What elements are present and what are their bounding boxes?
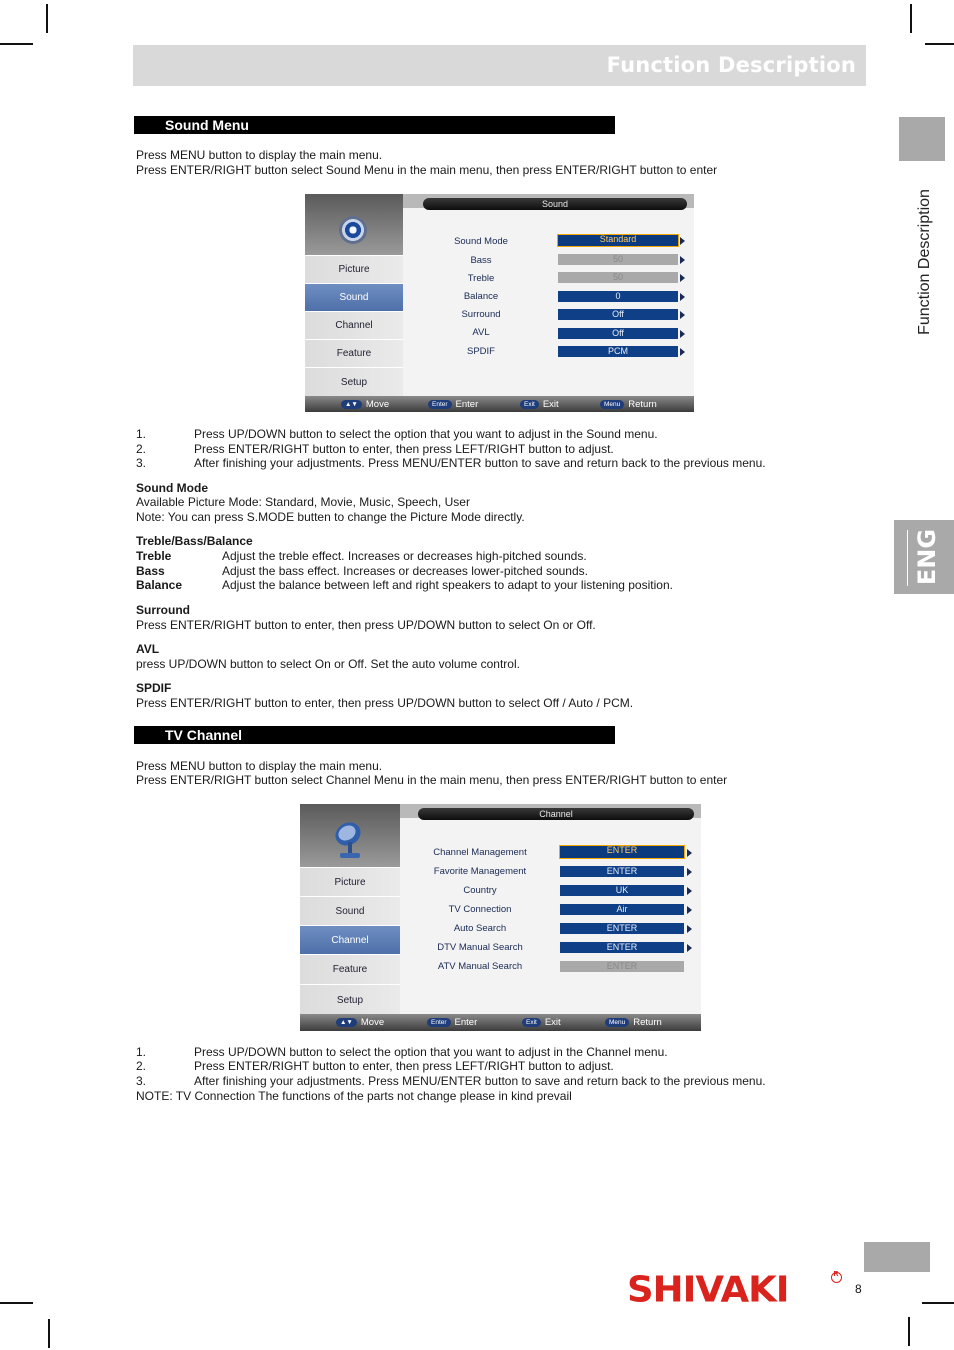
intro-line: Press MENU button to display the main menu. [136,148,383,162]
badge-divider [907,530,908,586]
intro-line: Press ENTER/RIGHT button select Channel Menu in the main menu, then press ENTER/RIGHT button to enter [136,773,728,787]
chevron-right-icon [687,887,692,895]
crop-mark [910,4,912,33]
chevron-right-icon [680,237,685,245]
step-text: Press UP/DOWN button to select the option that you want to adjust in the Channel menu. [194,1045,668,1059]
header-bar [133,45,866,86]
chevron-right-icon [680,256,685,264]
speaker-icon [339,216,367,244]
satellite-dish-icon [332,818,368,860]
osd-row-label: AVL [472,327,490,338]
osd-row-label: Country [463,885,497,896]
crop-mark [48,1319,50,1348]
osd-nav-item[interactable]: Sound [300,896,400,925]
body-line: Press ENTER/RIGHT button to enter, then press UP/DOWN button to select Off / Auto / PCM. [136,696,634,710]
osd-icon-panel [300,804,400,867]
osd-row-value[interactable]: ENTER [560,961,684,972]
side-section-text: Function Description [916,189,933,335]
chevron-right-icon [680,330,685,338]
step-number: 2. [136,1059,147,1073]
crop-mark [908,1317,910,1346]
osd-footer-move [336,1017,384,1027]
step-text: After finishing your adjustments. Press MENU/ENTER button to save and return back to the previous menu. [194,1074,766,1088]
osd-row-value[interactable]: Air [560,904,684,915]
osd-row-label: Auto Search [453,923,507,934]
osd-row-label: ATV Manual Search [437,961,523,972]
step-number: 3. [136,1074,147,1088]
osd-row-label: Favorite Management [433,866,527,877]
intro-line: Press MENU button to display the main menu. [136,759,383,773]
body-line: press UP/DOWN button to select On or Off. Set the auto volume control. [136,657,520,671]
definition-text: Adjust the treble effect. Increases or decreases high-pitched sounds. [222,549,587,563]
osd-footer-enter [427,1017,477,1027]
osd-row-label: SPDIF [467,346,495,357]
side-tab-marker [899,117,945,161]
chevron-right-icon [680,348,685,356]
osd-icon-panel [305,194,403,255]
osd-row-value[interactable]: ENTER [560,923,684,934]
chevron-right-icon [687,925,692,933]
chevron-right-icon [687,906,692,914]
definition-text: Adjust the bass effect. Increases or decreases lower-pitched sounds. [222,564,588,578]
definition-term: Bass [136,564,165,578]
section-heading-text: TV Channel [165,727,243,743]
crop-mark [0,1302,33,1304]
osd-nav-panel [305,194,403,396]
language-badge [894,520,954,594]
osd-nav-item[interactable]: Feature [305,339,403,367]
language-text: ENG [913,528,941,586]
exit-key-icon: Exit [522,1018,541,1027]
osd-row-label: DTV Manual Search [437,942,523,953]
chevron-right-icon [687,868,692,876]
body-line: Available Picture Mode: Standard, Movie, Music, Speech, User [136,495,470,509]
osd-title: Sound [423,198,687,210]
menu-key-icon: Menu [600,400,624,409]
osd-footer-label: Move [365,398,390,410]
chevron-right-icon [680,274,685,282]
crop-mark [922,1302,954,1304]
osd-row-value[interactable]: 50 [558,272,678,283]
sound-menu-screenshot [305,194,694,412]
osd-title: Channel [418,808,694,820]
channel-menu-screenshot [300,804,701,1031]
updown-key-icon: ▲▼ [336,1018,357,1027]
osd-footer-label: Return [633,1016,662,1028]
crop-mark [925,43,954,45]
osd-nav-item[interactable]: Channel [305,311,403,339]
osd-footer-exit [520,399,559,409]
subheading-sound-mode: Sound Mode [136,481,208,495]
osd-row-value[interactable]: ENTER [559,845,685,859]
osd-row-label: Sound Mode [454,236,508,247]
osd-nav-item-selected[interactable]: Sound [305,283,403,311]
osd-row-value[interactable]: Standard [557,234,679,247]
osd-footer-exit [522,1017,561,1027]
osd-row-label: Surround [461,309,501,320]
section-heading-sound [134,116,615,134]
step-number: 1. [136,427,147,441]
osd-nav-item[interactable]: Setup [300,984,400,1015]
registered-icon [831,1272,842,1283]
step-number: 1. [136,1045,147,1059]
brand-logo: SHIVAKI [627,1269,789,1310]
step-text: Press ENTER/RIGHT button to enter, then press LEFT/RIGHT button to adjust. [194,1059,614,1073]
osd-footer-label: Move [360,1016,385,1028]
registered-mark: R [833,1271,839,1278]
enter-key-icon: Enter [428,400,452,409]
osd-nav-item-selected[interactable]: Channel [300,925,400,954]
osd-row-value[interactable]: Off [558,328,678,339]
subheading-surround: Surround [136,603,190,617]
osd-row-label: Channel Management [433,847,527,858]
osd-footer-label: Enter [455,398,479,410]
chevron-right-icon [687,944,692,952]
intro-line: Press ENTER/RIGHT button select Sound Menu in the main menu, then press ENTER/RIGHT button to enter [136,163,718,177]
page-number: 8 [855,1282,862,1296]
subheading-avl: AVL [136,642,160,656]
osd-row-value[interactable]: 50 [558,254,678,265]
osd-row-value[interactable]: UK [560,885,684,896]
page-title: Function Description [606,53,856,77]
definition-term: Treble [136,549,172,563]
note-line: NOTE: TV Connection The functions of the parts not change please in kind prevail [136,1089,572,1103]
osd-row-value[interactable]: ENTER [560,866,684,877]
crop-mark [0,43,33,45]
body-line: Note: You can press S.MODE butten to change the Picture Mode directly. [136,510,525,524]
enter-key-icon: Enter [427,1018,451,1027]
subheading-spdif: SPDIF [136,681,172,695]
crop-mark [46,4,48,33]
osd-nav-item[interactable]: Feature [300,954,400,984]
osd-nav-item[interactable]: Picture [305,255,403,283]
osd-footer-move [341,399,389,409]
osd-row-value[interactable]: Off [558,309,678,320]
osd-footer-enter [428,399,478,409]
osd-nav-panel [300,804,400,1015]
step-text: Press ENTER/RIGHT button to enter, then press LEFT/RIGHT button to adjust. [194,442,614,456]
osd-row-value[interactable]: 0 [558,291,678,302]
chevron-right-icon [687,849,692,857]
osd-footer-label: Enter [454,1016,478,1028]
osd-row-label: TV Connection [448,904,512,915]
step-number: 3. [136,456,147,470]
updown-key-icon: ▲▼ [341,400,362,409]
menu-key-icon: Menu [605,1018,629,1027]
osd-footer [300,1014,701,1031]
osd-footer-return [600,399,657,409]
osd-nav-item[interactable]: Setup [305,367,403,396]
definition-text: Adjust the balance between left and right speakers to adapt to your listening position. [222,578,673,592]
chevron-right-icon [680,293,685,301]
exit-key-icon: Exit [520,400,539,409]
chevron-right-icon [680,311,685,319]
step-number: 2. [136,442,147,456]
osd-footer-return [605,1017,662,1027]
section-heading-text: Sound Menu [165,117,249,133]
osd-row-label: Treble [467,273,495,284]
osd-nav-item[interactable]: Picture [300,867,400,896]
step-text: Press UP/DOWN button to select the option that you want to adjust in the Sound menu. [194,427,658,441]
section-heading-channel [134,726,615,744]
osd-row-label: Bass [470,255,492,266]
step-text: After finishing your adjustments. Press MENU/ENTER button to save and return back to the previous menu. [194,456,766,470]
osd-footer-label: Return [628,398,657,410]
osd-row-value[interactable]: PCM [558,346,678,357]
body-line: Press ENTER/RIGHT button to enter, then press UP/DOWN button to select On or Off. [136,618,596,632]
footer-tab-marker [864,1242,930,1272]
subheading-treble-bass-balance: Treble/Bass/Balance [136,534,253,548]
osd-footer-label: Exit [542,398,559,410]
osd-row-label: Balance [463,291,499,302]
osd-footer-label: Exit [544,1016,561,1028]
definition-term: Balance [136,578,183,592]
osd-footer [305,396,694,412]
osd-row-value[interactable]: ENTER [560,942,684,953]
